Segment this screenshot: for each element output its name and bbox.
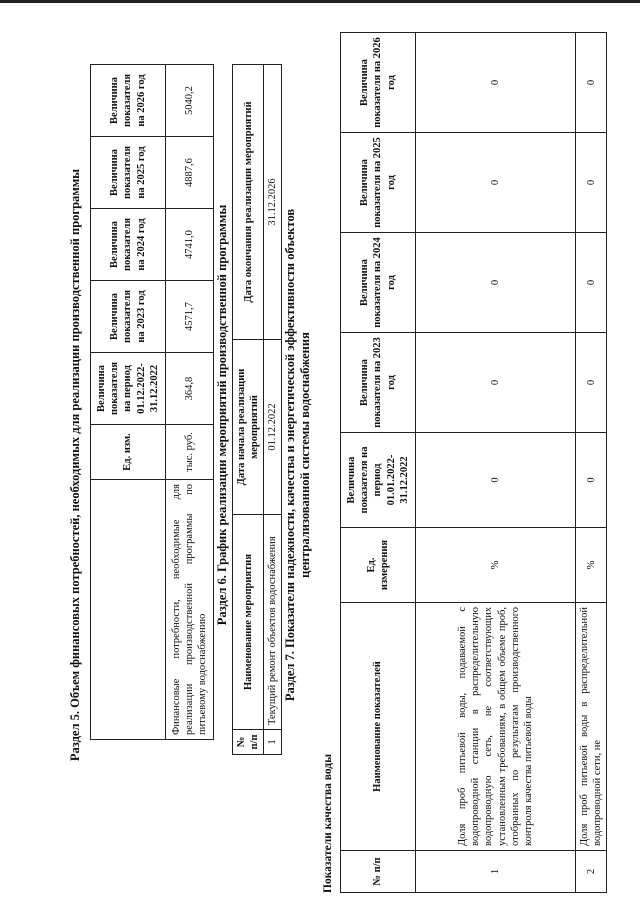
section7-row2-unit: % (576, 528, 607, 603)
section7-row2-value-2026: 0 (576, 33, 607, 133)
section6-data-row (264, 65, 282, 755)
section5-header-unit: Ед. изм. (91, 425, 166, 480)
section5-value-2026: 5040,2 (166, 65, 214, 137)
section7-row1-num: 1 (416, 851, 576, 893)
section5-table (90, 64, 214, 740)
section5-header-period: Величина показателя на период 01.12.2022-31.12.2022 (91, 353, 166, 425)
section5-header-2026: Величина показателя на 2026 год (91, 65, 166, 137)
section5-row-unit: тыс. руб. (166, 425, 214, 480)
section7-row1-value-2023: 0 (416, 333, 576, 433)
section7-row2-value-2024: 0 (576, 233, 607, 333)
section7-row2-value-2023: 0 (576, 333, 607, 433)
section7-data-row-1 (416, 33, 576, 893)
section7-row2-value-2025: 0 (576, 133, 607, 233)
section7-title-line2: централизованной системы водоснабжения (298, 332, 312, 578)
section7-row2-name: Доля проб питьевой воды в распределительной водопроводной сети, не (576, 603, 607, 851)
section7-row1-value-2025: 0 (416, 133, 576, 233)
section6-row-num: 1 (264, 730, 282, 755)
section5-header-name (91, 480, 166, 740)
section7-header-2026: Величина показателя на 2026 год (341, 33, 416, 133)
section7-header-2025: Величина показателя на 2025 год (341, 133, 416, 233)
section7-table (340, 32, 607, 893)
section7-row2-value-period: 0 (576, 433, 607, 528)
section6-row-name: Текущий ремонт объектов водоснабжения (264, 515, 282, 730)
section7-subtitle: Показатели качества воды (322, 753, 334, 893)
section5-value-2023: 4571,7 (166, 281, 214, 353)
section7-header-row (341, 33, 416, 893)
section5-header-2025: Величина показателя на 2025 год (91, 137, 166, 209)
section6-title: Раздел 6. График реализации мероприятий производственной программы (215, 204, 229, 626)
section5-header-2024: Величина показателя на 2024 год (91, 209, 166, 281)
section6-header-name: Наименование мероприятия (233, 515, 264, 730)
section7-header-name: Наименование показателей (341, 603, 416, 851)
section7-row1-value-period: 0 (416, 433, 576, 528)
section7-header-num: № п/п (341, 851, 416, 893)
section7-row1-unit: % (416, 528, 576, 603)
section6-header-end: Дата окончания реализации мероприятий (233, 65, 264, 340)
section6-table (232, 64, 282, 755)
section7-header-unit: Ед. измерения (341, 528, 416, 603)
section7-header-2023: Величина показателя на 2023 год (341, 333, 416, 433)
section5-data-row (166, 65, 214, 740)
section7-data-row-2 (576, 33, 607, 893)
section6-header-start: Дата начала реализации мероприятий (233, 340, 264, 515)
section5-value-period: 364,8 (166, 353, 214, 425)
section7-row1-value-2024: 0 (416, 233, 576, 333)
section5-title: Раздел 5. Объем финансовых потребностей, необходимых для реализации производственной программы (68, 168, 82, 762)
section6-row-start: 01.12.2022 (264, 340, 282, 515)
section7-header-period: Величина показателя на период 01.01.2022-31.12.2022 (341, 433, 416, 528)
section6-header-row (233, 65, 264, 755)
section5-header-2023: Величина показателя на 2023 год (91, 281, 166, 353)
section6-header-num: № п/п (233, 730, 264, 755)
section7-row2-num: 2 (576, 851, 607, 893)
section7-row1-name: Доля проб питьевой воды, подаваемой с водопроводной станции в распределительную водопроводную сеть, не соответствующих установленным требованиям, в общем объеме проб, отобранных по результатам производственного контроля качества питьевой воды (416, 603, 576, 851)
section7-header-2024: Величина показателя на 2024 год (341, 233, 416, 333)
section7-row1-value-2026: 0 (416, 33, 576, 133)
section6-row-end: 31.12.2026 (264, 65, 282, 340)
section7-title-line1: Раздел 7. Показатели надежности, качества и энергетической эффективности объектов (283, 208, 297, 702)
section5-value-2024: 4741,0 (166, 209, 214, 281)
section5-value-2025: 4887,6 (166, 137, 214, 209)
section5-row-name: Финансовые потребности, необходимые для реализации производственной программы по питьевому водоснабжению (166, 480, 214, 740)
section5-header-row (91, 65, 166, 740)
